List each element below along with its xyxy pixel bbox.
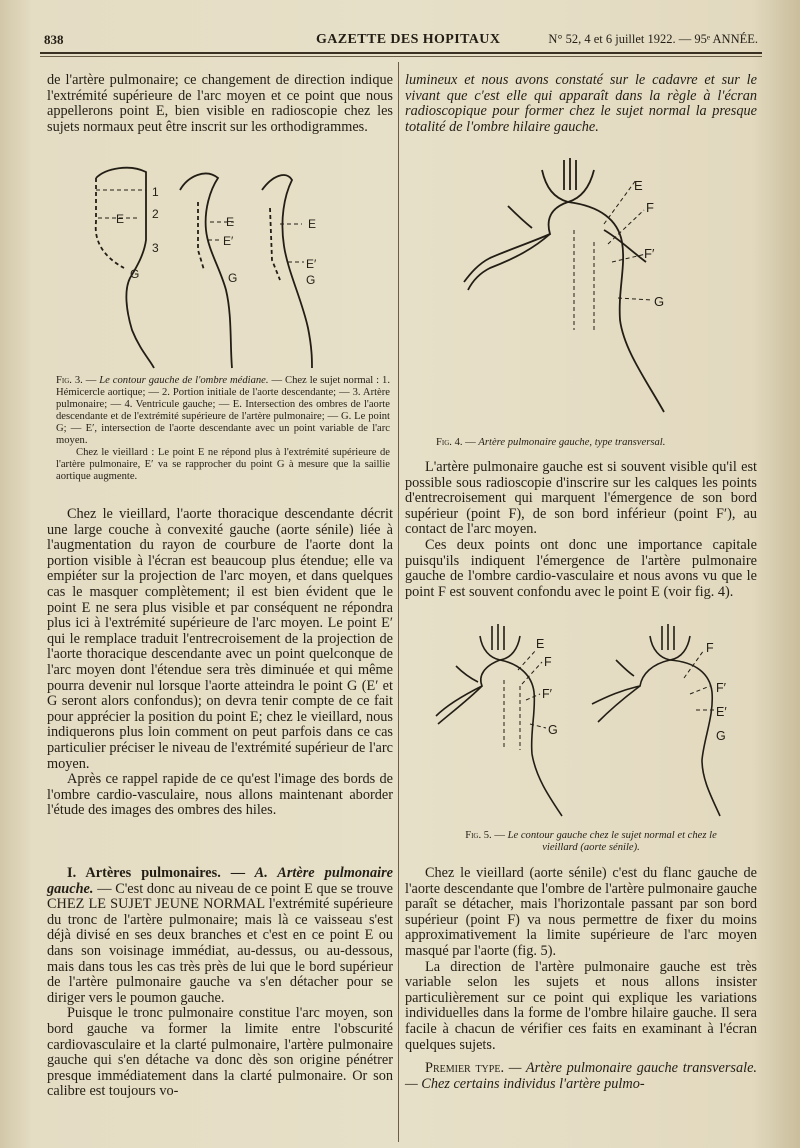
fig4-label-f: F xyxy=(646,200,654,215)
column-divider xyxy=(398,62,399,1142)
fig3-label-e3: E xyxy=(308,217,317,231)
fig3-label-1: 1 xyxy=(152,185,159,199)
fig5-label-e: E xyxy=(536,637,545,651)
paragraph: de l'artère pulmonaire; ce changement de direction indique l'extrémité supérieure de l'arc moyen et ce point que nous appellerons point E, bien visible en radioscopie chez les sujets normaux peut être inscrit sur les orthodigrammes. xyxy=(47,72,393,135)
fig5-label-fprime: F′ xyxy=(542,687,552,701)
fig3-label-g3: G xyxy=(306,273,316,287)
right-column-top xyxy=(405,73,757,135)
fig4-label-g: G xyxy=(654,294,665,309)
fig3-label-g1: G xyxy=(130,267,140,281)
fig5-label-fprime-aged: F′ xyxy=(716,681,726,695)
fig5-label-f: F xyxy=(544,655,552,669)
right-column-bottom xyxy=(405,866,757,1092)
paragraph: Premier type. — Artère pulmonaire gauche transversale. — Chez certains individus l'artère pulmo- xyxy=(405,1060,757,1092)
fig4-label-e: E xyxy=(634,178,643,193)
paragraph: lumineux et nous avons constaté sur le cadavre et sur le vivant que c'est elle qui apparaît dans la règle à l'écran radioscopique pour former chez le sujet normal la presque totalité de l'ombre hilaire gauche. xyxy=(405,72,757,135)
paragraph: Chez le vieillard (aorte sénile) c'est du flanc gauche de l'aorte descendante que l'ombre de l'artère pulmonaire gauche paraît se détacher, mais l'horizontale passant par son bord supérieur (point F) va nous permettre de fixer du moins approximativement la limite supérieure de l'arc moyen masqué par l'aorte (fig. 5). xyxy=(405,865,757,959)
running-header xyxy=(44,30,758,52)
contour-aged xyxy=(262,175,312,368)
fig4-label-fprime: F′ xyxy=(644,246,655,261)
header-rule-thin xyxy=(40,56,762,57)
fig5-label-eprime-aged: E′ xyxy=(716,705,727,719)
section-heading: I. Artères pulmonaires. xyxy=(67,865,221,881)
fig3-label-eprime2: E′ xyxy=(223,234,234,248)
header-rule xyxy=(40,52,762,54)
paragraph: L'artère pulmonaire gauche est si souvent visible qu'il est possible sous radioscopie d'inscrire sur les calques les points d'entrecroisement qui marquent l'émergence de son bord supérieur (point F), de son bord inférieur (point F′), au contact de l'arc moyen. xyxy=(405,459,757,538)
right-column-mid xyxy=(405,460,757,600)
fig3-caption: Fig. 3. — Le contour gauche de l'ombre médiane. — Chez le sujet normal : 1. Hémicercle aortique; — 2. Portion initiale de l'aorte descendante; — 3. Artère pulmonaire; — 4. Ventricule gauche; — E. Intersection des ombres de l'aorte descendante et de l'extrémité supérieure de l'artère pulmonaire; — G. Le point G; — E′, intersection de l'aorte descendante avec un point variable de l'arc moyen. Chez le vieillard : Le point E ne répond plus à l'extrémité supérieure de l'artère pulmonaire, E′ va se rapprocher du point G à mesure que la saillie aortique augmente. xyxy=(56,375,390,482)
fig5-label-g: G xyxy=(548,723,558,737)
left-column-section: I. Artères pulmonaires. — A. Artère pulmonaire gauche. — C'est donc au niveau de ce point E que se trouve CHEZ LE SUJET JEUNE NORMAL l'extrémité supérieure du tronc de l'artère pulmonaire; mais là ce vaisseau s'est déjà divisé en ses deux branches et c'est en ce point E ou dans son voisinage immédiat, au-dessus, ou au-dessous, mais dans tous les cas très près de lui que le bord supérieur de l'artère pulmonaire gauche va s'en détacher pour se diriger vers le poumon gauche. Puisque le tronc pulmonaire constitue l'arc moyen, son bord gauche va former la limite entre l'obscurité cardiovasculaire et la clarté pulmonaire, l'artère pulmonaire gauche qui s'en détache va donc dès son origine pénétrer presque immédiatement dans la clarté pulmonaire. Or son calibre est toujours vo- xyxy=(47,865,394,1100)
figure-4 xyxy=(450,150,740,430)
fig5-caption: Fig. 5. — Le contour gauche chez le sujet normal et chez le vieillard (aorte sénile). xyxy=(465,830,717,853)
fig4-caption: Fig. 4. — Artère pulmonaire gauche, type transversal. xyxy=(436,437,666,448)
paragraph: Puisque le tronc pulmonaire constitue l'arc moyen, son bord gauche va former la limite entre l'obscurité cardiovasculaire et la clarté pulmonaire, l'artère pulmonaire gauche qui s'en détache va donc dès son origine pénétrer presque immédiatement dans la clarté pulmonaire. Or son calibre est toujours vo- xyxy=(47,1005,393,1100)
paragraph: Chez le vieillard, l'aorte thoracique descendante décrit une large couche à convexité gauche (aorte sénile) liée à l'augmentation du rayon de courbure de l'aorte dont la portion visible à l'écran est beaucoup plus étendue; elle va empiéter sur la projection de l'arc moyen, et dans quelques cas le masquer complètement; il est bien évident que le point E ne sera plus visible et par conséquent ne répondra plus ici à l'extrémité supérieure de l'arc moyen. Le point E′ qui le remplace traduit l'entrecroisement de la projection de l'aorte thoracique descendante avec un point quelconque de l'arc moyen dont l'étendue sera très diminuée et qui même pourra devenir nul lorsque l'aorte atteindra le point G (E′ et G seront alors confondus); on devra tenir compte de ce fait pour apprécier la position du point E; chez le vieillard, nous indiquerons plus loin comment on peut parfois dans ce cas particulier préciser le niveau de l'extrémité supérieur de l'arc moyen. xyxy=(47,506,393,772)
contour-middle xyxy=(180,174,235,368)
fig3-label-2: 2 xyxy=(152,207,159,221)
paragraph: La direction de l'artère pulmonaire gauche est très variable selon les sujets et nous allons insister particulièrement sur ce point qui explique les variations individuelles dans la forme de l'ombre hilaire gauche. Il sera facile à chacun de vérifier ces faits en examinant à l'écran quelques sujets. xyxy=(405,958,757,1053)
fig3-label-g2: G xyxy=(228,271,238,285)
left-column-body xyxy=(47,507,393,819)
fig3-label-eprime3: E′ xyxy=(306,257,317,271)
fig3-label-3: 3 xyxy=(152,241,159,255)
paragraph: Ces deux points ont donc une importance capitale puisqu'ils indiquent l'émergence de l'artère pulmonaire gauche de l'ombre cardio-vasculaire et nous avons vu que le point F est souvent confondu avec le point E (voir fig. 4). xyxy=(405,536,757,600)
paragraph: Après ce rappel rapide de ce qu'est l'image des bords de l'ombre cardio-vasculaire, nous allons maintenant aborder l'étude des images des ombres des hiles. xyxy=(47,771,393,819)
section-subheading: — A. Artère pulmonaire gauche. xyxy=(47,865,393,897)
issue-date: N° 52, 4 et 6 juillet 1922. — 95ᵉ ANNÉE. xyxy=(548,32,758,46)
fig3-label-e1: E xyxy=(116,212,125,226)
figure-3 xyxy=(80,150,350,370)
journal-title: GAZETTE DES HOPITAUX xyxy=(316,32,501,47)
contour-normal xyxy=(96,168,154,368)
fig3-label-e2: E xyxy=(226,215,235,229)
page-number: 838 xyxy=(44,32,64,47)
figure-5 xyxy=(420,620,760,820)
left-column-top xyxy=(47,73,393,135)
fig5-label-g-aged: G xyxy=(716,729,726,743)
fig5-label-f-aged: F xyxy=(706,641,714,655)
